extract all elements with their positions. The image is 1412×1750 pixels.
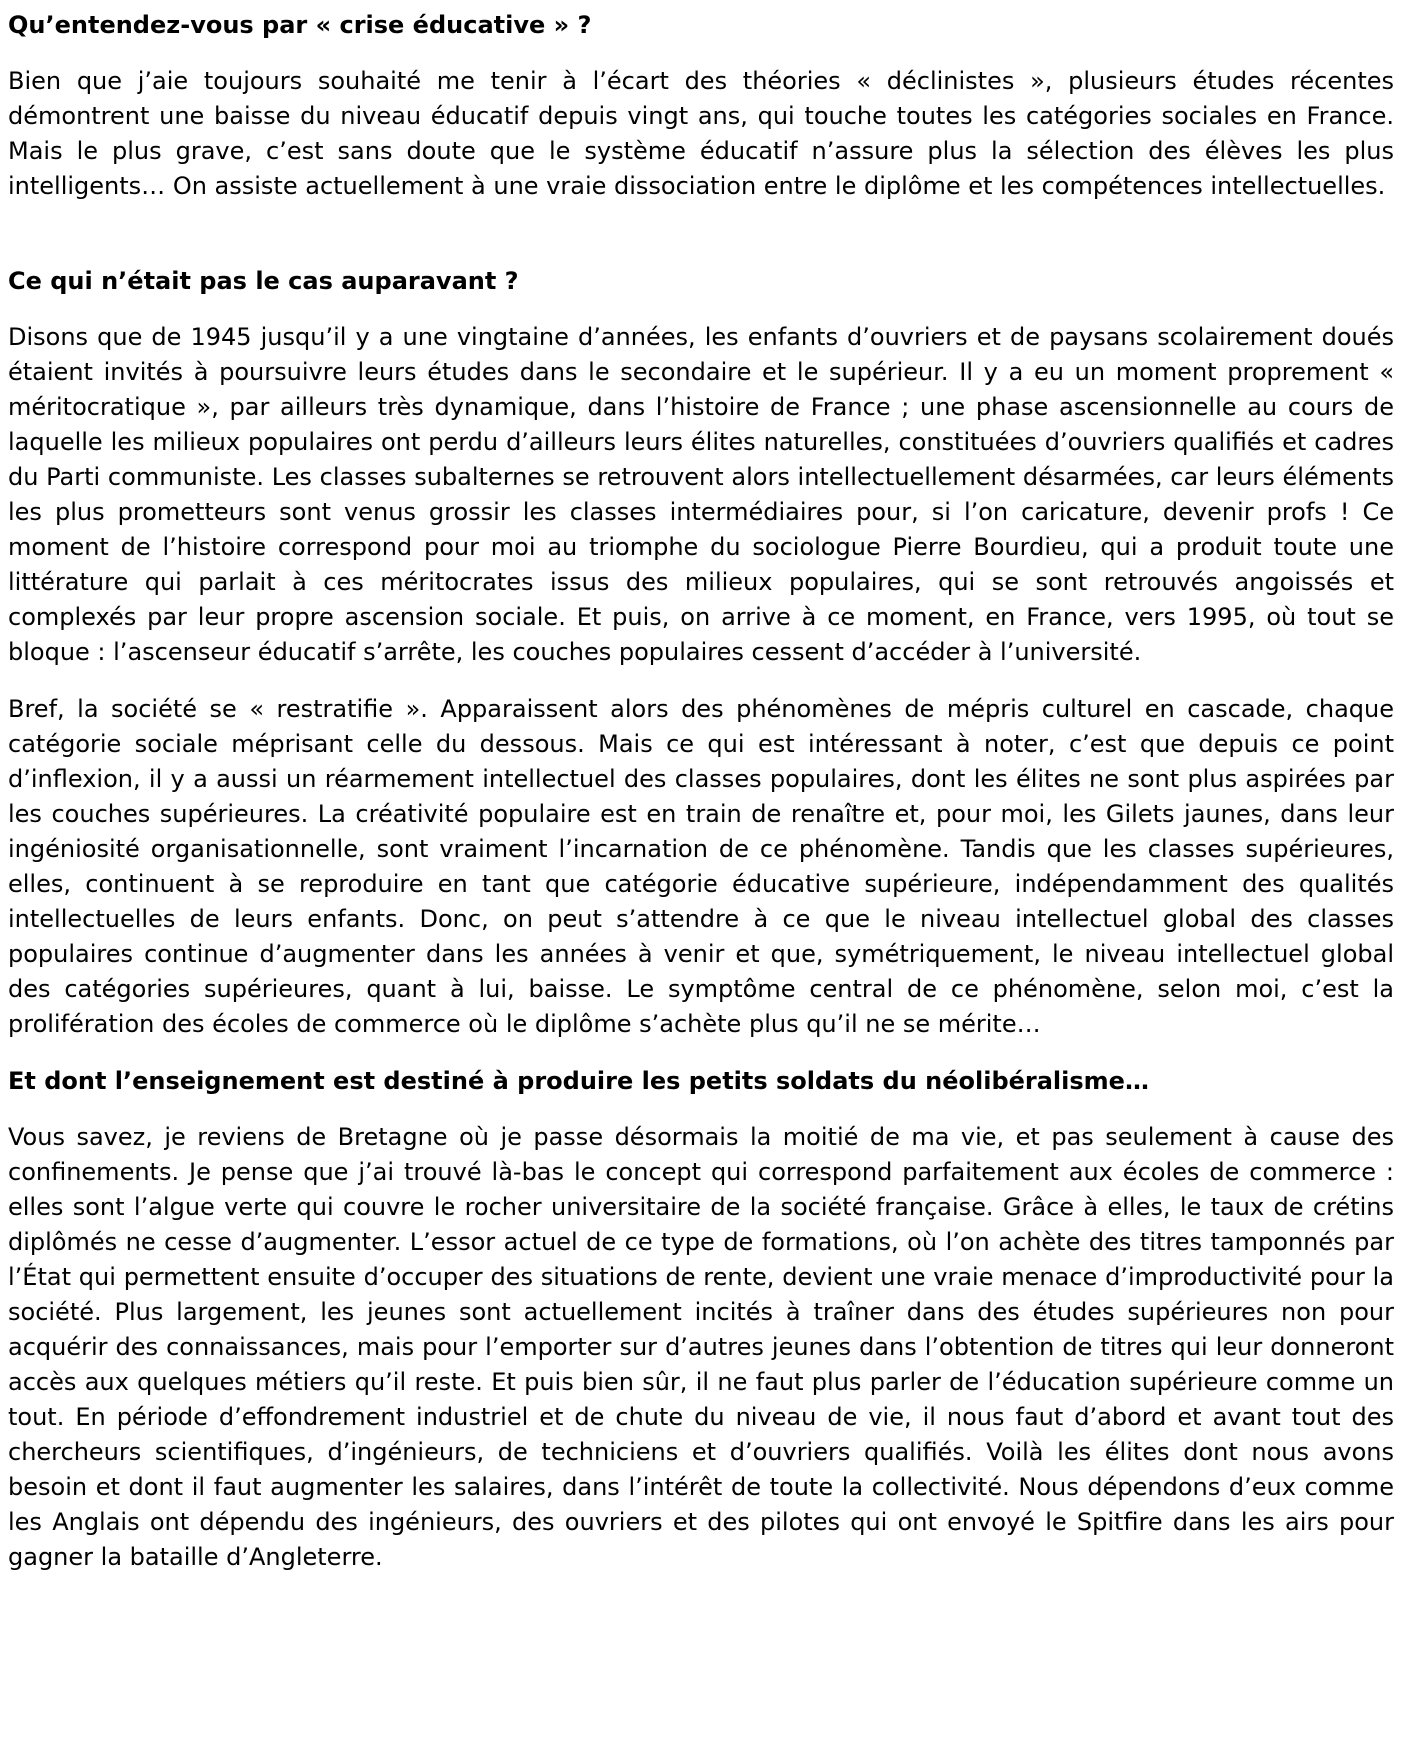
question-heading: Et dont l’enseignement est destiné à produire les petits soldats du néolibéralisme…	[8, 1067, 1149, 1095]
answer-paragraph: Bref, la société se « restratifie ». Apparaissent alors des phénomènes de mépris culturel en cascade, chaque catégorie sociale méprisant celle du dessous. Mais ce qui est intéressant à noter, c’est que depuis ce point d’inflexion, il y a aussi un réarmement intellectuel des classes populaires, dont les élites ne sont plus aspirées par les couches supérieures. La créativité populaire est en train de renaître et, pour moi, les Gilets jaunes, dans leur ingéniosité organisationnelle, sont vraiment l’incarnation de ce phénomène. Tandis que les classes supérieures, elles, continuent à se reproduire en tant que catégorie éducative supérieure, indépendamment des qualités intellectuelles de leurs enfants. Donc, on peut s’attendre à ce que le niveau intellectuel global des classes populaires continue d’augmenter dans les années à venir et que, symétriquement, le niveau intellectuel global des catégories supérieures, quant à lui, baisse. Le symptôme central de ce phénomène, selon moi, c’est la prolifération des écoles de commerce où le diplôme s’achète plus qu’il ne se mérite…	[8, 695, 1394, 1038]
answer-paragraph: Disons que de 1945 jusqu’il y a une vingtaine d’années, les enfants d’ouvriers et de paysans scolairement doués étaient invités à poursuivre leurs études dans le secondaire et le supérieur. Il y a eu un moment proprement « méritocratique », par ailleurs très dynamique, dans l’histoire de France ; une phase ascensionnelle au cours de laquelle les milieux populaires ont perdu d’ailleurs leurs élites naturelles, constituées d’ouvriers qualifiés et cadres du Parti communiste. Les classes subalternes se retrouvent alors intellectuellement désarmées, car leurs éléments les plus prometteurs sont venus grossir les classes intermédiaires pour, si l’on caricature, devenir profs ! Ce moment de l’histoire correspond pour moi au triomphe du sociologue Pierre Bourdieu, qui a produit toute une littérature qui parlait à ces méritocrates issus des milieux populaires, qui se sont retrouvés angoissés et complexés par leur propre ascension sociale. Et puis, on arrive à ce moment, en France, vers 1995, où tout se bloque : l’ascenseur éducatif s’arrête, les couches populaires cessent d’accéder à l’université.	[8, 323, 1394, 666]
answer-paragraph: Bien que j’aie toujours souhaité me tenir à l’écart des théories « déclinistes », plusieurs études récentes démontrent une baisse du niveau éducatif depuis vingt ans, qui touche toutes les catégories sociales en France. Mais le plus grave, c’est sans doute que le système éducatif n’assure plus la sélection des élèves les plus intelligents… On assiste actuellement à une vraie dissociation entre le diplôme et les compétences intellectuelles.	[8, 67, 1394, 200]
section-spacer	[8, 226, 1394, 264]
article	[8, 8, 1394, 1597]
answer-paragraph: Vous savez, je reviens de Bretagne où je passe désormais la moitié de ma vie, et pas seulement à cause des confinements. Je pense que j’ai trouvé là-bas le concept qui correspond parfaitement aux écoles de commerce : elles sont l’algue verte qui couvre le rocher universitaire de la société française. Grâce à elles, le taux de crétins diplômés ne cesse d’augmenter. L’essor actuel de ce type de formations, où l’on achète des titres tamponnés par l’État qui permettent ensuite d’occuper des situations de rente, devient une vraie menace d’improductivité pour la société. Plus largement, les jeunes sont actuellement incités à traîner dans des études supérieures non pour acquérir des connaissances, mais pour l’emporter sur d’autres jeunes dans l’obtention de titres qui leur donneront accès aux quelques métiers qu’il reste. Et puis bien sûr, il ne faut plus parler de l’éducation supérieure comme un tout. En période d’effondrement industriel et de chute du niveau de vie, il nous faut d’abord et avant tout des chercheurs scientifiques, d’ingénieurs, de techniciens et d’ouvriers qualifiés. Voilà les élites dont nous avons besoin et dont il faut augmenter les salaires, dans l’intérêt de toute la collectivité. Nous dépendons d’eux comme les Anglais ont dépendu des ingénieurs, des ouvriers et des pilotes qui ont envoyé le Spitfire dans les airs pour gagner la bataille d’Angleterre.	[8, 1123, 1394, 1571]
question-heading: Ce qui n’était pas le cas auparavant ?	[8, 267, 519, 295]
question-heading: Qu’entendez-vous par « crise éducative » ?	[8, 11, 592, 39]
